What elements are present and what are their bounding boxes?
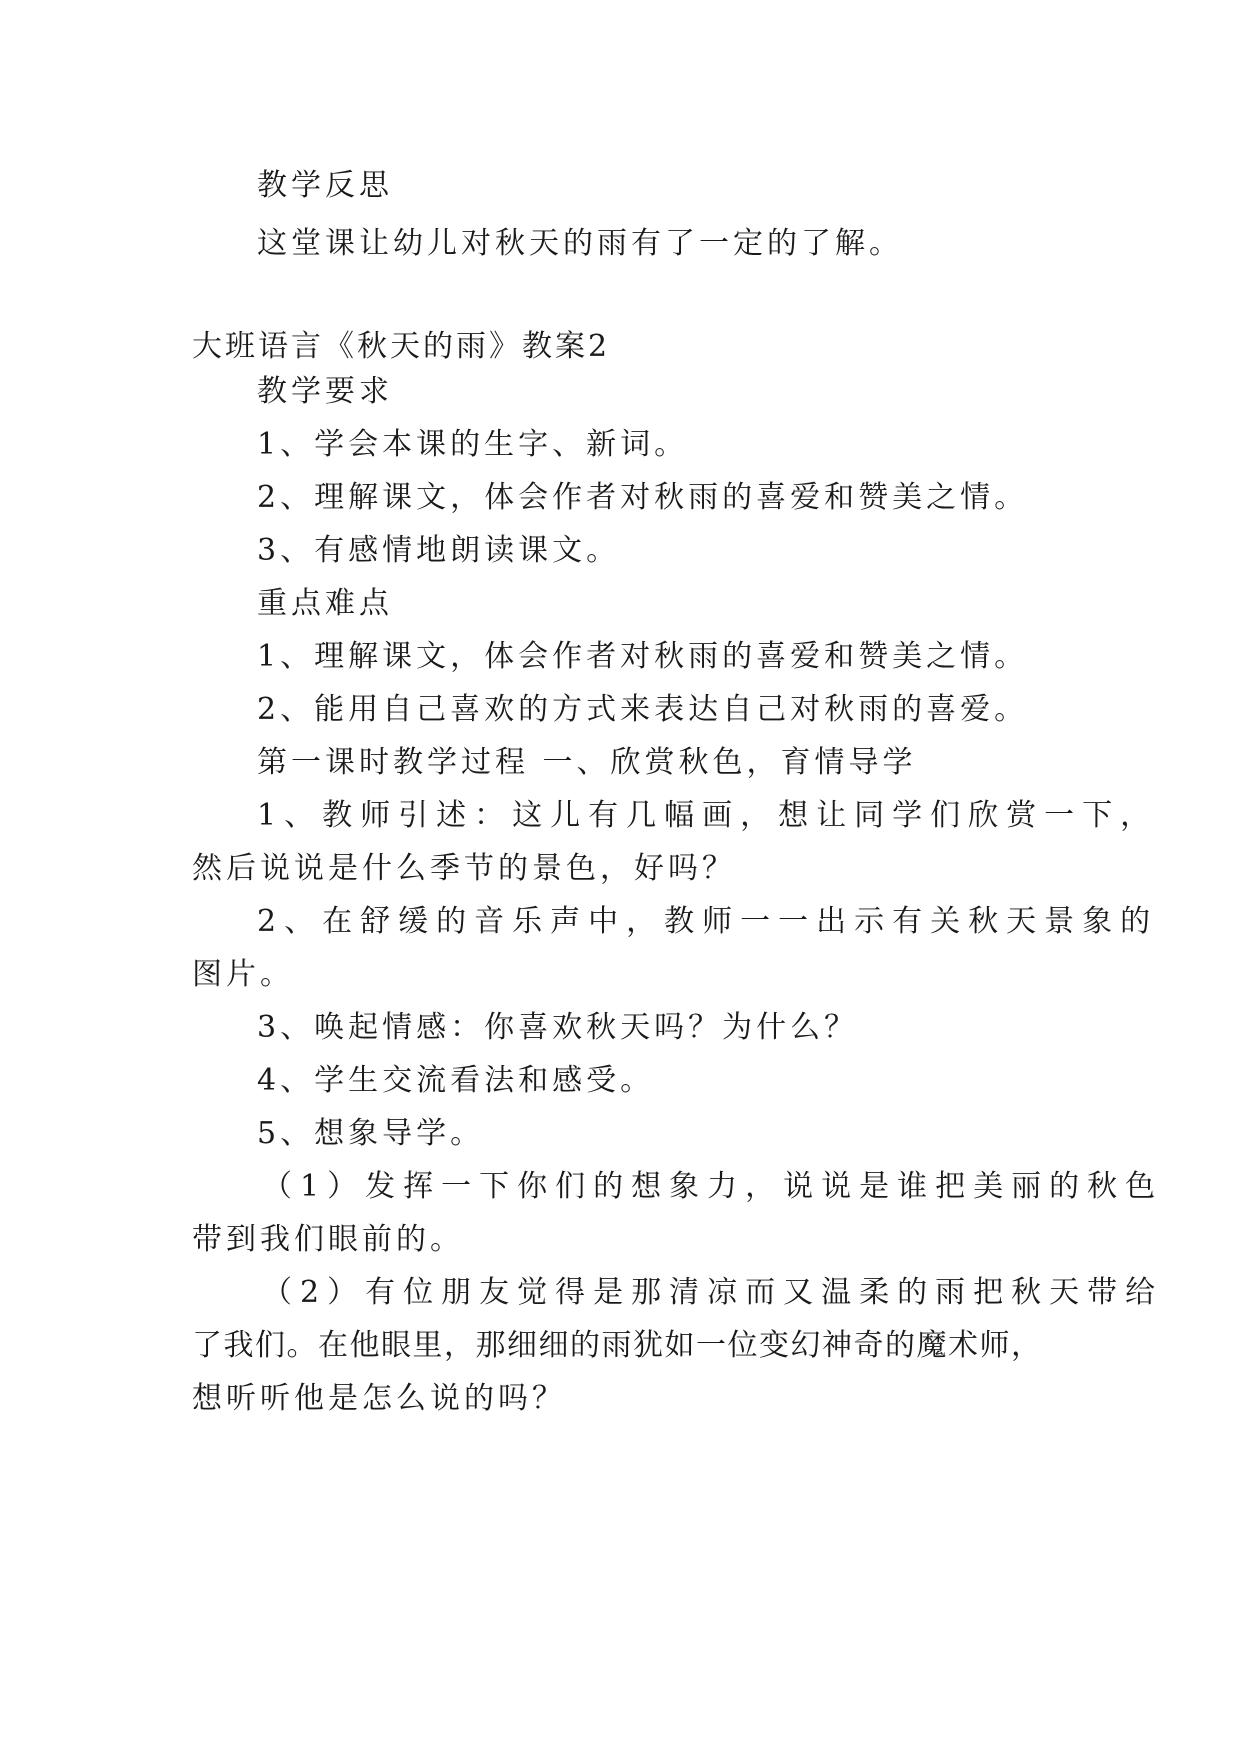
step-3: 3、唤起情感：你喜欢秋天吗？为什么？ <box>257 1010 859 1045</box>
step-1-line-1: 1、教师引述：这儿有几幅画，想让同学们欣赏一下， <box>257 798 1159 833</box>
step-2-line-1: 2、在舒缓的音乐声中，教师一一出示有关秋天景象的 <box>257 904 1159 939</box>
requirement-item: 3、有感情地朗读课文。 <box>257 533 621 568</box>
step-1-line-2: 然后说说是什么季节的景色，好吗？ <box>192 851 736 886</box>
sub-item-2-line-3: 想听听他是怎么说的吗？ <box>192 1381 566 1416</box>
requirements-heading: 教学要求 <box>257 374 393 409</box>
requirement-item: 2、理解课文，体会作者对秋雨的喜爱和赞美之情。 <box>257 480 1029 515</box>
key-points-heading: 重点难点 <box>257 586 393 621</box>
step-4: 4、学生交流看法和感受。 <box>257 1063 655 1098</box>
reflection-heading: 教学反思 <box>257 168 393 203</box>
process-heading: 第一课时教学过程 一、欣赏秋色，育情导学 <box>257 745 917 780</box>
step-5: 5、想象导学。 <box>257 1116 485 1151</box>
requirement-item: 1、学会本课的生字、新词。 <box>257 427 689 462</box>
key-point-item: 2、能用自己喜欢的方式来表达自己对秋雨的喜爱。 <box>257 692 1029 727</box>
sub-item-1-line-1: （1）发挥一下你们的想象力，说说是谁把美丽的秋色 <box>262 1169 1164 1204</box>
key-point-item: 1、理解课文，体会作者对秋雨的喜爱和赞美之情。 <box>257 639 1029 674</box>
sub-item-2-line-2: 了我们。在他眼里，那细细的雨犹如一位变幻神奇的魔术师， <box>192 1328 1043 1363</box>
lesson-title: 大班语言《秋天的雨》教案2 <box>192 329 611 364</box>
sub-item-1-line-2: 带到我们眼前的。 <box>192 1222 464 1257</box>
sub-item-2-line-1: （2）有位朋友觉得是那清凉而又温柔的雨把秋天带给 <box>262 1275 1164 1310</box>
step-2-line-2: 图片。 <box>192 957 294 992</box>
reflection-text: 这堂课让幼儿对秋天的雨有了一定的了解。 <box>257 226 903 261</box>
